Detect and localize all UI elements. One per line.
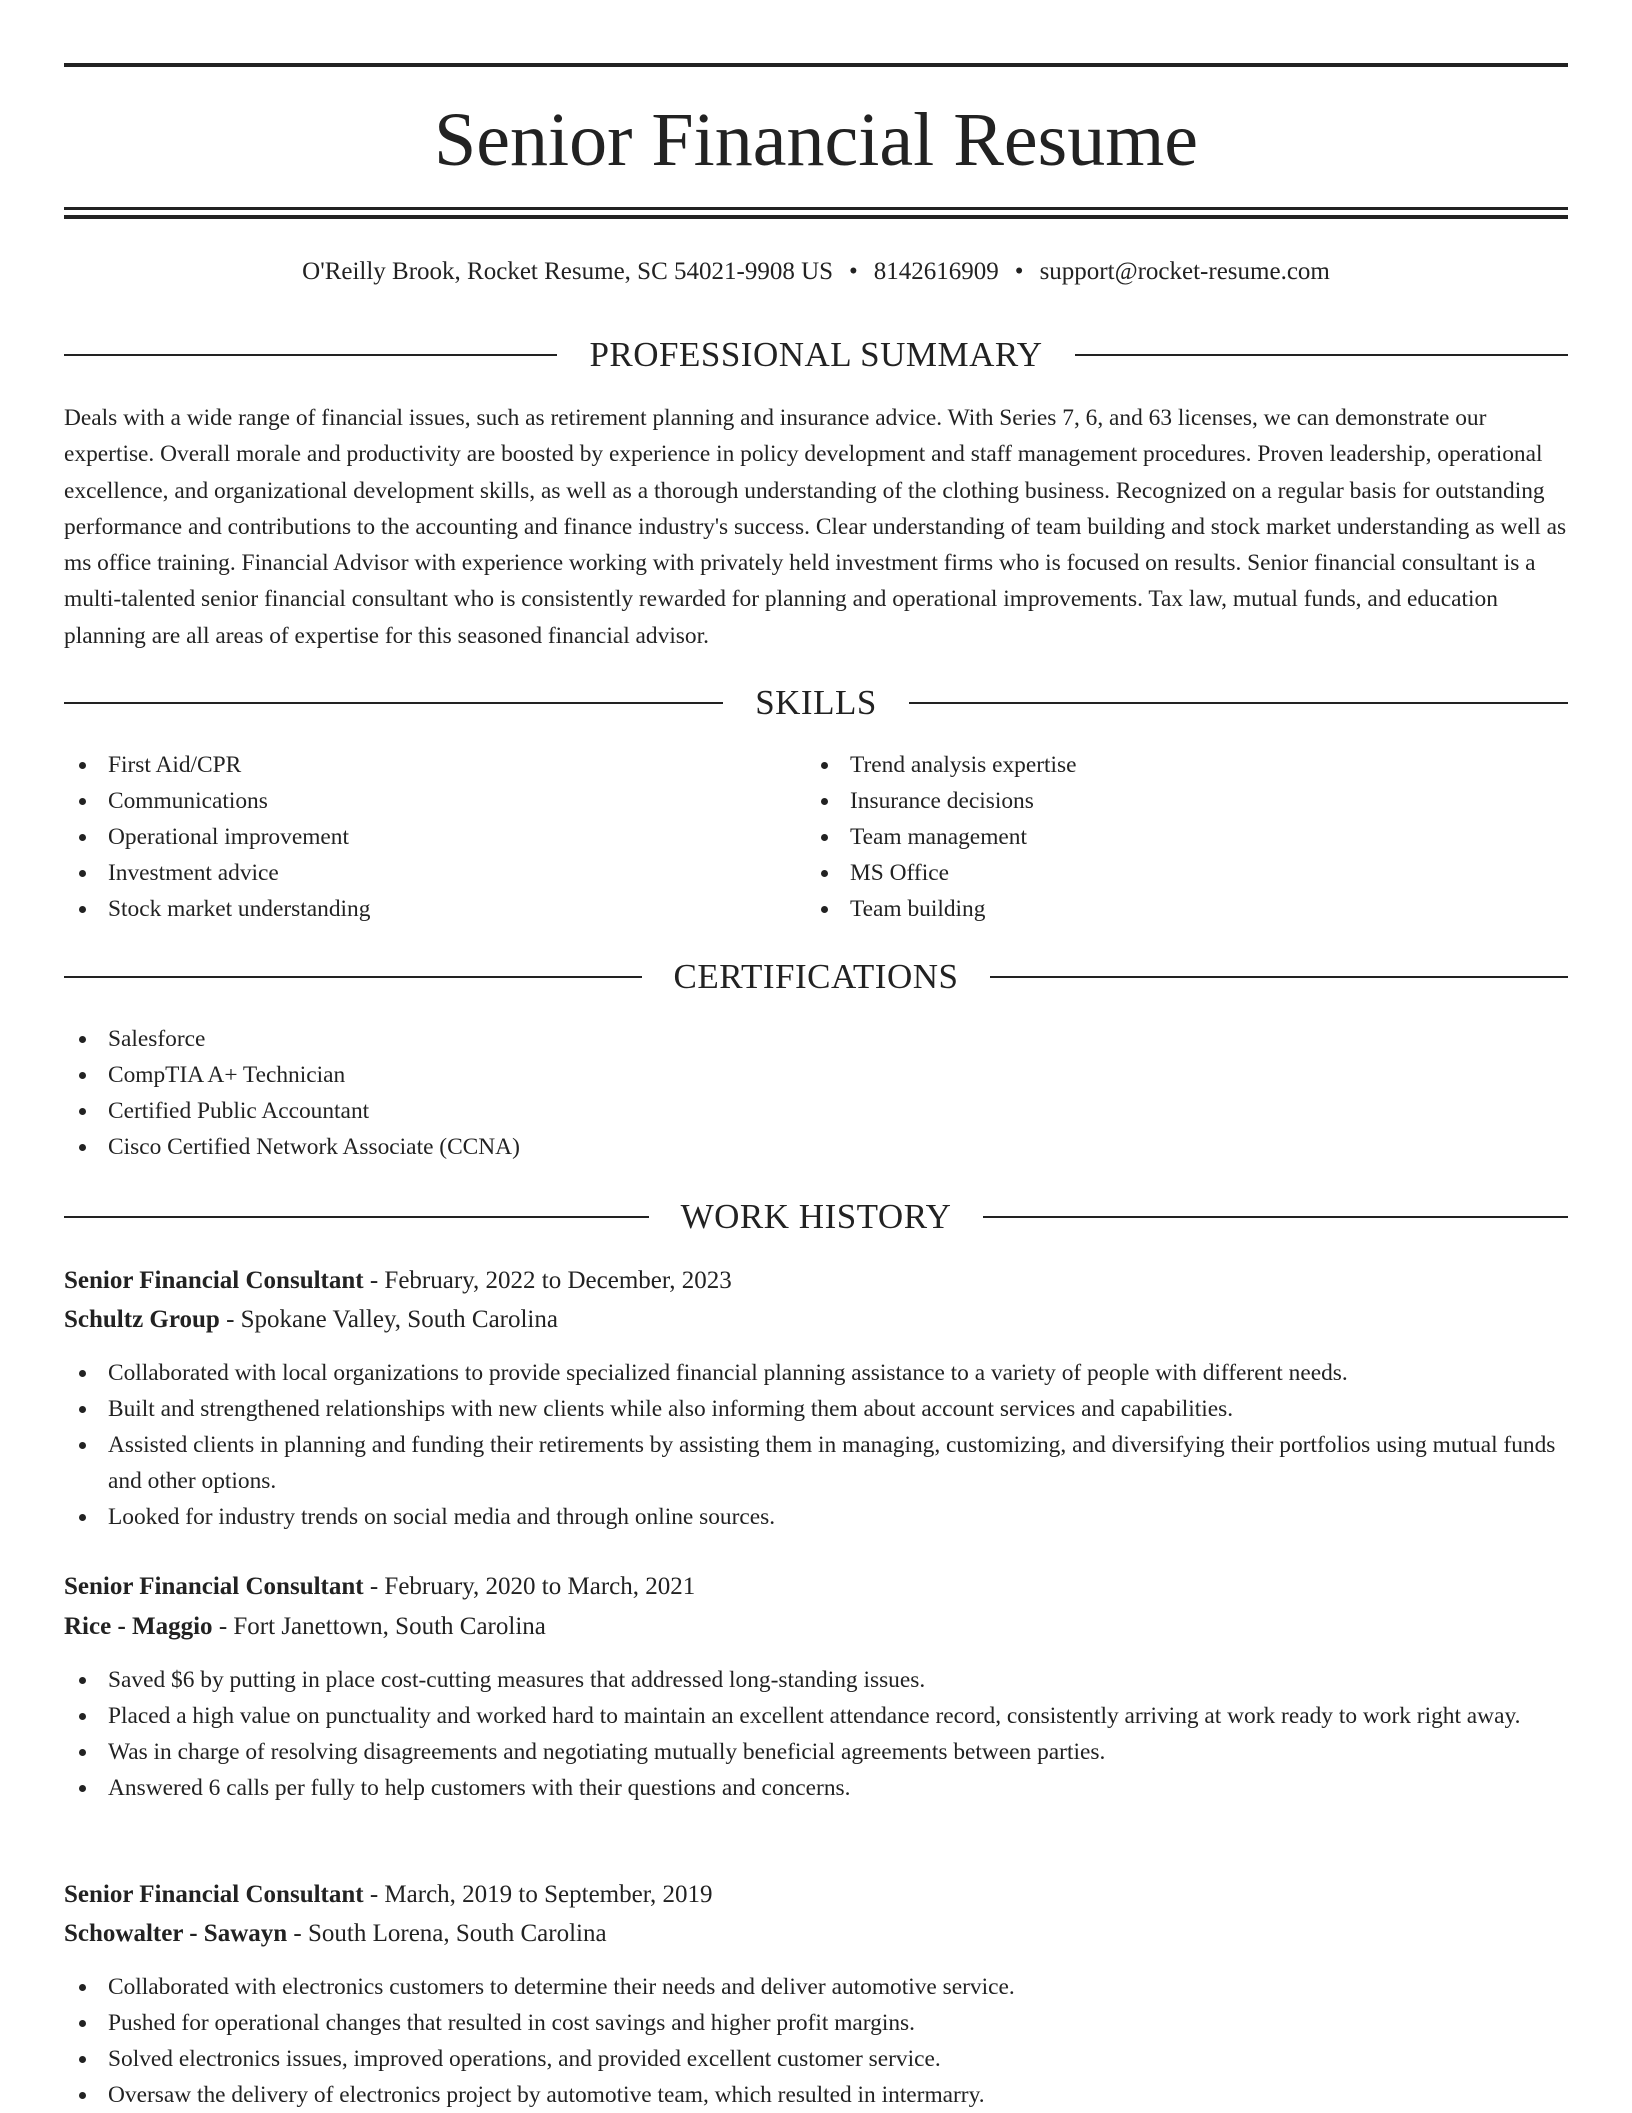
- section-title-certifications: CERTIFICATIONS: [673, 957, 959, 996]
- job-title-line: [64, 1877, 1568, 1913]
- job-dates: - March, 2019 to September, 2019: [363, 1881, 713, 1908]
- skill-item: Insurance decisions: [806, 783, 1566, 819]
- job-bullet: Looked for industry trends on social media and through online sources.: [64, 1499, 1568, 1535]
- skills-list-left: [64, 747, 764, 927]
- job-bullet: Pushed for operational changes that resulted in cost savings and higher profit margins.: [64, 2005, 1568, 2041]
- job-bullet: Assisted clients in planning and funding their retirements by assisting them in managing, customizing, and diversifying their portfolios using mutual funds and other options.: [64, 1427, 1568, 1499]
- job-title: Senior Financial Consultant: [64, 1881, 364, 1908]
- section-header-summary: [64, 333, 1568, 377]
- job-location: - Spokane Valley, South Carolina: [219, 1306, 558, 1333]
- contact-separator: •: [849, 258, 858, 285]
- section-rule: [64, 976, 642, 978]
- job-bullets: [64, 1355, 1568, 1535]
- job-location: - Fort Janettown, South Carolina: [212, 1613, 546, 1640]
- section-rule: [64, 702, 723, 704]
- section-title-skills: SKILLS: [755, 683, 877, 722]
- certifications-list: [64, 1021, 1568, 1165]
- skill-item: Stock market understanding: [64, 891, 764, 927]
- section-rule: [983, 1216, 1568, 1218]
- contact-email: support@rocket-resume.com: [1039, 258, 1330, 285]
- contact-line: [64, 256, 1568, 288]
- job-bullet: Solved electronics issues, improved operations, and provided excellent customer service.: [64, 2041, 1568, 2077]
- job-title: Senior Financial Consultant: [64, 1267, 364, 1294]
- job-bullet: Was in charge of resolving disagreements and negotiating mutually beneficial agreements between parties.: [64, 1734, 1568, 1770]
- job-bullets: [64, 1662, 1568, 1806]
- job-bullets: [64, 1969, 1568, 2113]
- job-company: Rice - Maggio: [64, 1613, 213, 1640]
- job-bullet: Oversaw the delivery of electronics project by automotive team, which resulted in intermarry.: [64, 2077, 1568, 2113]
- job-company-line: [64, 1302, 1568, 1338]
- skill-item: Operational improvement: [64, 819, 764, 855]
- skill-item: Team management: [806, 819, 1566, 855]
- section-header-skills: [64, 681, 1568, 725]
- job-company: Schultz Group: [64, 1306, 220, 1333]
- certification-item: CompTIA A+ Technician: [64, 1057, 1568, 1093]
- title-rule-lower: [64, 215, 1568, 219]
- skill-item: MS Office: [806, 855, 1566, 891]
- job-title-line: [64, 1263, 1568, 1299]
- section-header-certifications: [64, 955, 1568, 999]
- certification-item: Certified Public Accountant: [64, 1093, 1568, 1129]
- section-title-summary: PROFESSIONAL SUMMARY: [589, 335, 1043, 374]
- job-bullet: Collaborated with local organizations to provide specialized financial planning assistance to a variety of people with different needs.: [64, 1355, 1568, 1391]
- job-company: Schowalter - Sawayn: [64, 1920, 288, 1947]
- job-title-line: [64, 1569, 1568, 1605]
- job-location: - South Lorena, South Carolina: [287, 1920, 607, 1947]
- section-rule: [64, 1216, 649, 1218]
- section-rule: [990, 976, 1568, 978]
- contact-separator: •: [1014, 258, 1024, 285]
- skill-item: Communications: [64, 783, 764, 819]
- job-bullet: Built and strengthened relationships with new clients while also informing them about account services and capabilities.: [64, 1391, 1568, 1427]
- job-bullet: Saved $6 by putting in place cost-cutting measures that addressed long-standing issues.: [64, 1662, 1568, 1698]
- job-bullet: Answered 6 calls per fully to help customers with their questions and concerns.: [64, 1770, 1568, 1806]
- top-rule: [64, 63, 1568, 67]
- section-header-work-history: [64, 1195, 1568, 1239]
- skill-item: Investment advice: [64, 855, 764, 891]
- job-dates: - February, 2022 to December, 2023: [363, 1267, 732, 1294]
- section-rule: [909, 702, 1568, 704]
- resume-title: Senior Financial Resume: [433, 98, 1199, 182]
- skill-item: First Aid/CPR: [64, 747, 764, 783]
- job-company-line: [64, 1916, 1568, 1952]
- certification-item: Salesforce: [64, 1021, 1568, 1057]
- job-bullet: Collaborated with electronics customers to determine their needs and deliver automotive service.: [64, 1969, 1568, 2005]
- job-company-line: [64, 1609, 1568, 1645]
- skill-item: Trend analysis expertise: [806, 747, 1566, 783]
- job-dates: - February, 2020 to March, 2021: [363, 1573, 696, 1600]
- job-bullet: Placed a high value on punctuality and worked hard to maintain an excellent attendance record, consistently arriving at work ready to work right away.: [64, 1698, 1568, 1734]
- skills-list-right: [806, 747, 1566, 927]
- contact-address: O'Reilly Brook, Rocket Resume, SC 54021-9908 US: [302, 258, 834, 285]
- title-rule-upper: [64, 207, 1568, 210]
- contact-phone: 8142616909: [873, 258, 999, 285]
- skill-item: Team building: [806, 891, 1566, 927]
- section-rule: [64, 354, 557, 356]
- summary-text: Deals with a wide range of financial issues, such as retirement planning and insurance advice. With Series 7, 6, and 63 licenses, we can demonstrate our expertise. Overall morale and productivity are boosted by experience in policy development and staff management procedures. Proven leadership, operational excellence, and organizational development skills, as well as a thorough understanding of the clothing business. Recognized on a regular basis for outstanding performance and contributions to the accounting and finance industry's success. Clear understanding of team building and stock market understanding as well as ms office training. Financial Advisor with experience working with privately held investment firms who is focused on results. Senior financial consultant is a multi-talented senior financial consultant who is consistently rewarded for planning and operational improvements. Tax law, mutual funds, and education planning are all areas of expertise for this seasoned financial advisor.: [64, 405, 1567, 649]
- section-title-work-history: WORK HISTORY: [680, 1197, 952, 1236]
- section-rule: [1075, 354, 1568, 356]
- job-title: Senior Financial Consultant: [64, 1573, 364, 1600]
- certification-item: Cisco Certified Network Associate (CCNA): [64, 1129, 1568, 1165]
